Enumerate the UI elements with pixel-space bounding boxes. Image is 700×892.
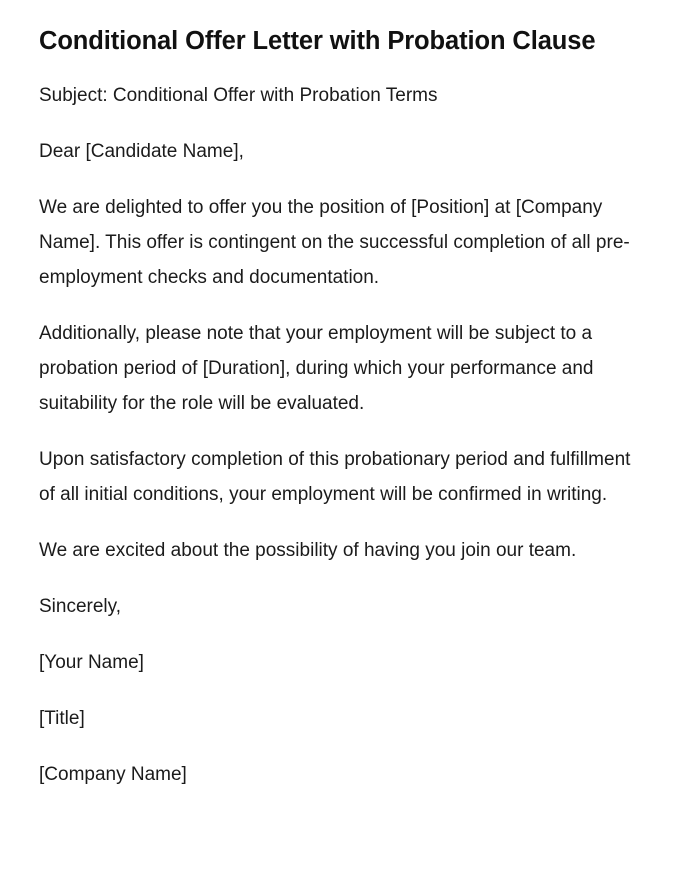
closing-statement-paragraph: We are excited about the possibility of having you join our team. <box>39 540 577 561</box>
document-body <box>39 78 660 792</box>
offer-body-paragraph: We are delighted to offer you the position of [Position] at [Company Name]. This offer is contingent on the successful completion of all pre-employment checks and documentation. <box>39 197 630 288</box>
sender-company: [Company Name] <box>39 764 187 785</box>
subject-line: Subject: Conditional Offer with Probation Terms <box>39 85 438 106</box>
sender-title: [Title] <box>39 708 85 729</box>
page-title: Conditional Offer Letter with Probation Clause <box>39 27 596 55</box>
sign-off: Sincerely, <box>39 596 122 617</box>
confirmation-clause-paragraph: Upon satisfactory completion of this probationary period and fulfillment of all initial conditions, your employment will be confirmed in writing. <box>39 449 631 505</box>
salutation: Dear [Candidate Name], <box>39 141 244 162</box>
sender-name: [Your Name] <box>39 652 144 673</box>
probation-clause-paragraph: Additionally, please note that your employment will be subject to a probation period of [Duration], during which your performance and suitability for the role will be evaluated. <box>39 323 594 414</box>
